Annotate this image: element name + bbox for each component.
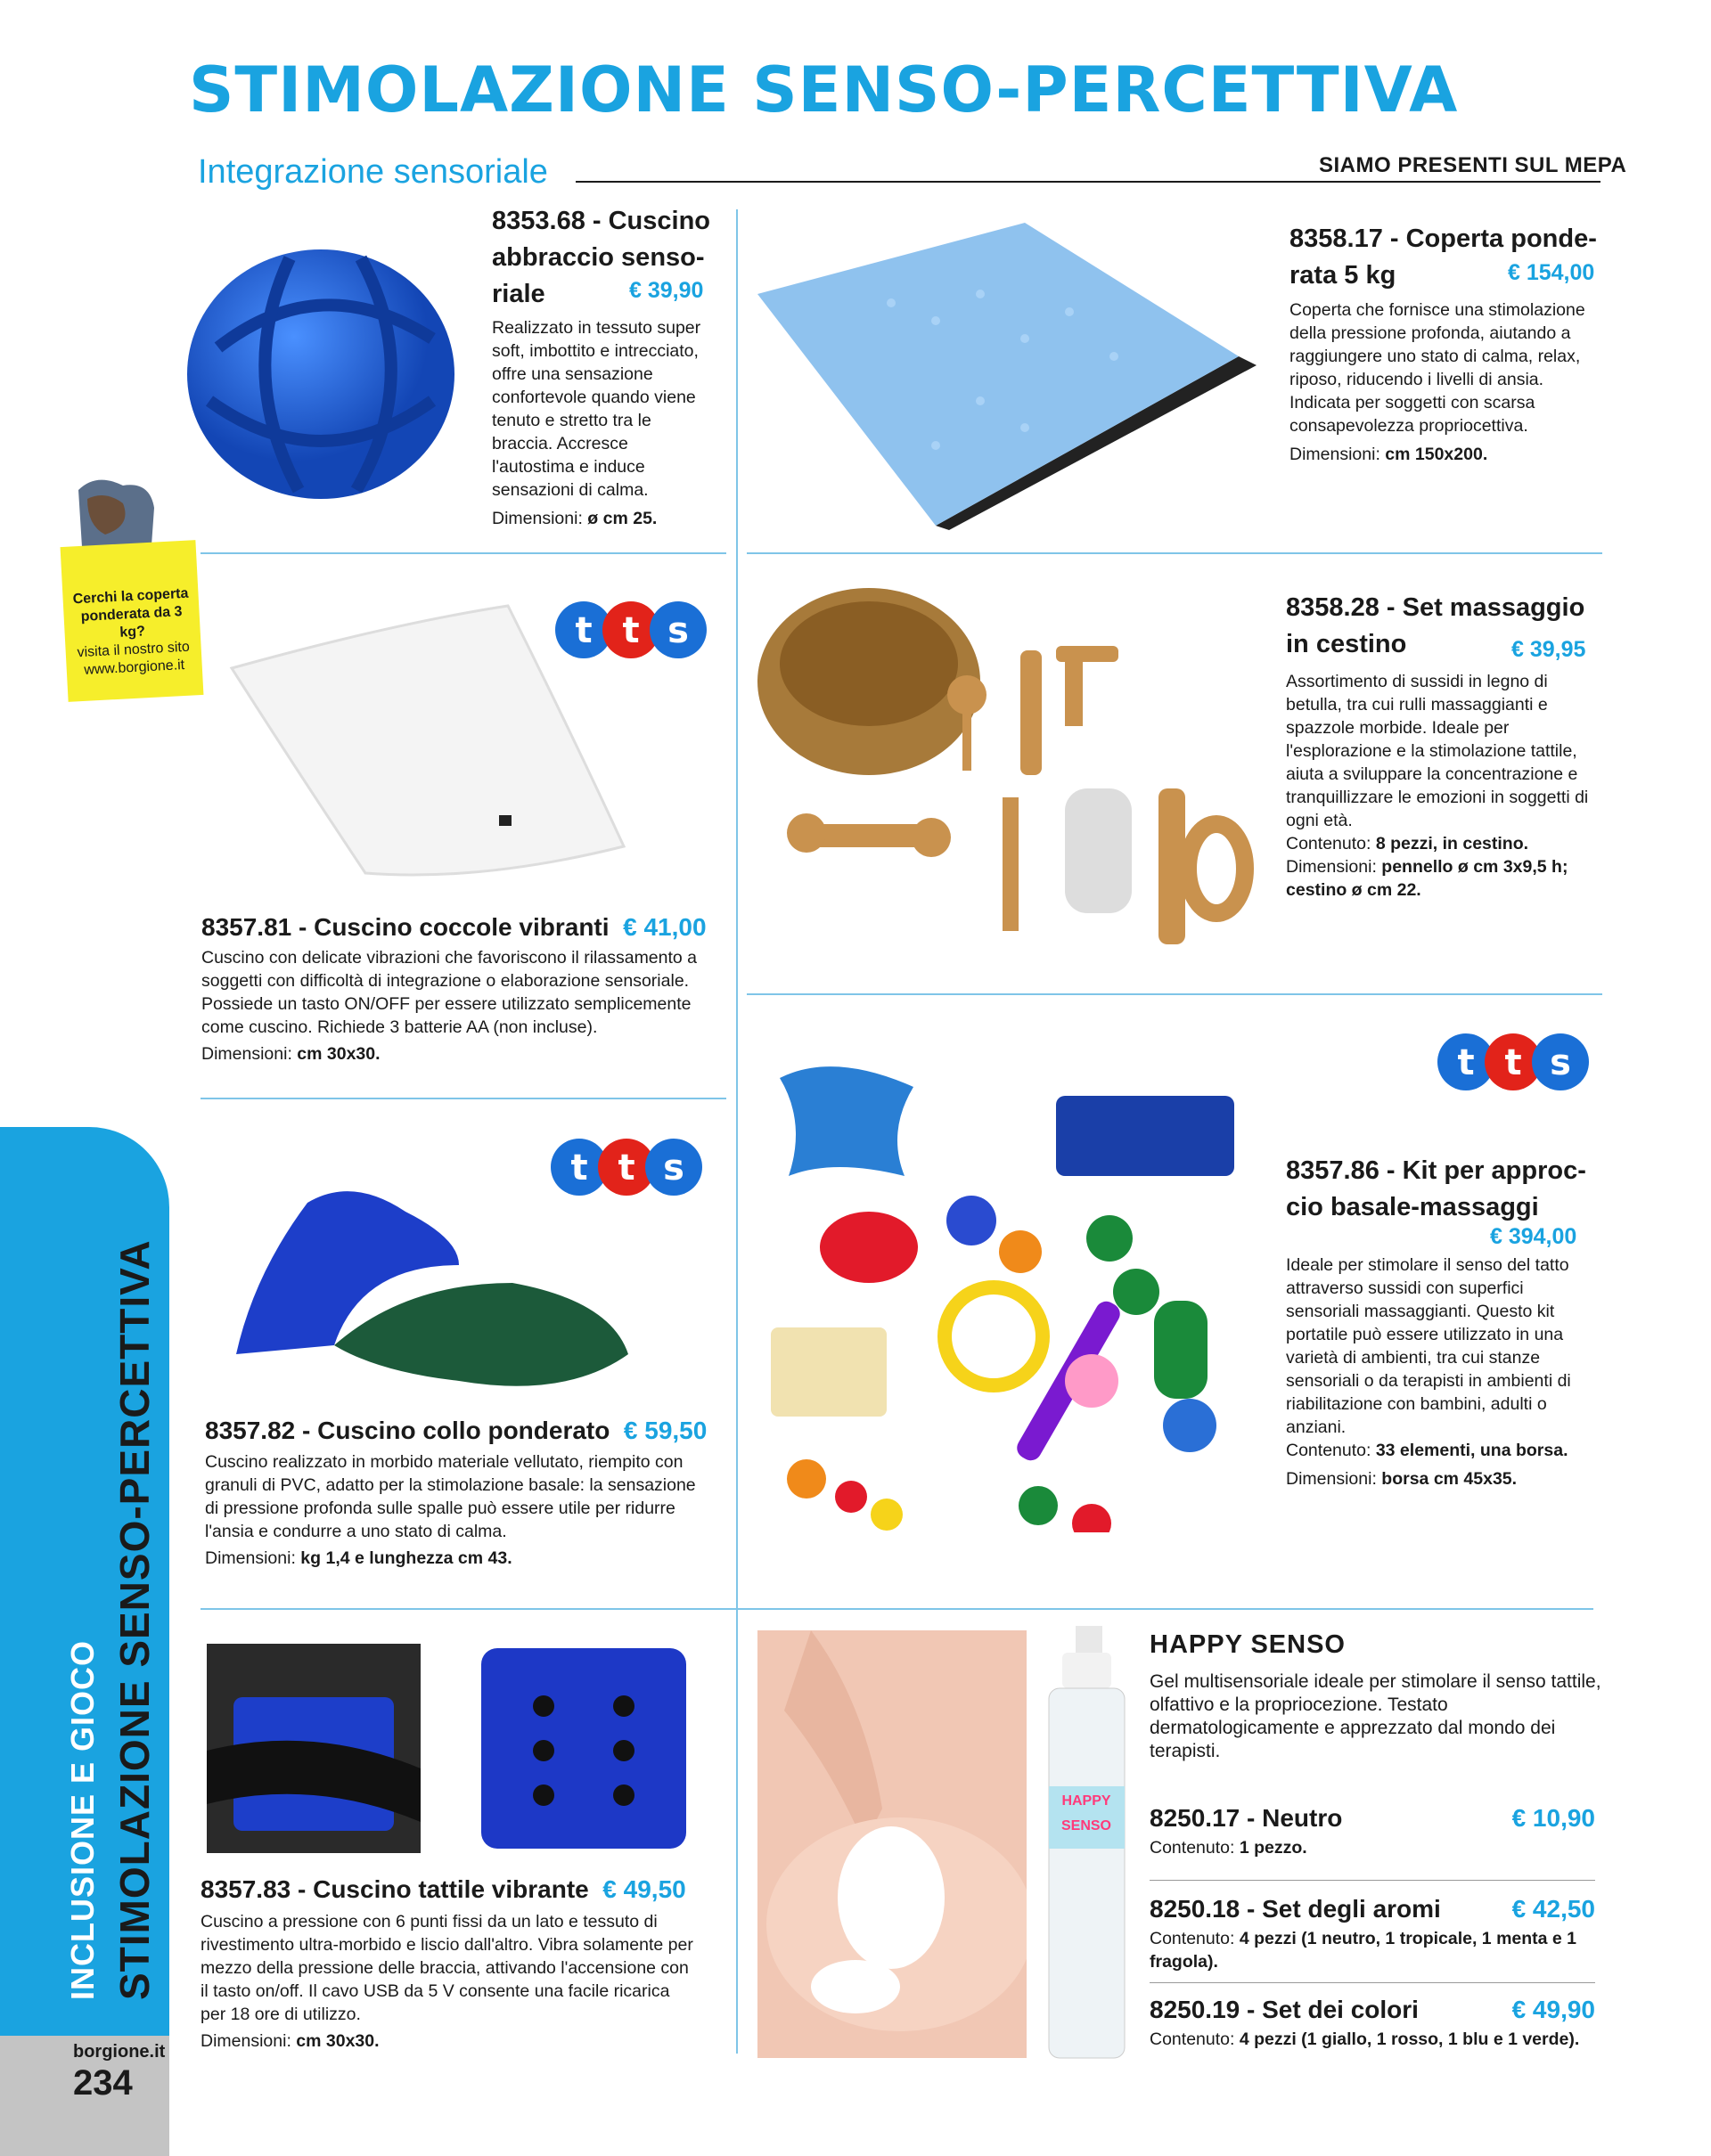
content-value: 8 pezzi, in cestino. bbox=[1375, 834, 1529, 853]
description-text: Cuscino realizzato in morbido materiale vellutato, riempito con granuli di PVC, adatto per la stimolazione basale: la sensazione di pressione profonda sulle spalle può essere utile per ridurre l'ansia e condurre a uno stato di calma. bbox=[205, 1452, 696, 1541]
product-heading: 8357.81 - Cuscino coccole vibranti € 41,00 bbox=[201, 913, 707, 941]
happy-senso-description: Gel multisensoriale ideale per stimolare il senso tattile, olfattivo e la propriocezione. Testato dermatologicamente e apprezzato dal mondo dei terapisti. bbox=[1150, 1671, 1601, 1761]
variant-row: 8250.18 - Set degli aromi € 42,50 Contenuto: 4 pezzi (1 neutro, 1 tropicale, 1 menta e 1 fragola). bbox=[1150, 1891, 1595, 1973]
white-cushion-image bbox=[214, 588, 633, 882]
product-code: 8358.28 bbox=[1286, 593, 1379, 622]
variant-separator bbox=[1150, 1982, 1595, 1983]
row-divider bbox=[201, 1608, 1593, 1610]
variant-separator bbox=[1150, 1880, 1595, 1881]
product-price: € 59,50 bbox=[623, 1417, 708, 1444]
product-name: Kit per approc-cio basale-massaggi bbox=[1286, 1156, 1586, 1221]
side-label-category: INCLUSIONE E GIOCO bbox=[64, 1639, 101, 2000]
variant-name: Neutro bbox=[1262, 1804, 1343, 1832]
variant-code: 8250.18 bbox=[1150, 1895, 1240, 1923]
product-name: Cuscino collo ponderato bbox=[317, 1417, 610, 1444]
product-name: Cuscino coccole vibranti bbox=[314, 913, 610, 941]
dimension-label: Dimensioni: bbox=[492, 509, 583, 528]
product-price: € 394,00 bbox=[1490, 1224, 1577, 1249]
promo-note bbox=[61, 540, 204, 702]
product-code: 8357.83 bbox=[201, 1875, 291, 1903]
column-divider bbox=[736, 209, 738, 2054]
variant-row: 8250.17 - Neutro € 10,90 Contenuto: 1 pezzo. bbox=[1150, 1800, 1595, 1859]
svg-text:s: s bbox=[1550, 1042, 1571, 1083]
product-price: € 41,00 bbox=[623, 913, 707, 941]
product-code: 8357.81 bbox=[201, 913, 292, 941]
svg-text:t: t bbox=[1457, 1042, 1475, 1083]
product-heading: 8357.82 - Cuscino collo ponderato € 59,50 bbox=[205, 1417, 708, 1444]
product-code: 8358.17 bbox=[1289, 225, 1383, 253]
content-value: 4 pezzi (1 neutro, 1 tropicale, 1 menta e 1 fragola). bbox=[1150, 1929, 1577, 1972]
dimension-value: cm 30x30. bbox=[296, 2031, 380, 2051]
content-value: 33 elementi, una borsa. bbox=[1375, 1441, 1568, 1460]
promo-note-link[interactable]: visita il nostro sito www.borgione.it bbox=[77, 639, 191, 678]
variant-code: 8250.19 bbox=[1150, 1996, 1240, 2023]
dimension-label: Dimensioni: bbox=[201, 2031, 291, 2051]
svg-text:s: s bbox=[667, 610, 689, 651]
product-price: € 39,95 bbox=[1511, 637, 1586, 662]
dimension-label: Dimensioni: bbox=[201, 1044, 292, 1064]
massage-kit-image bbox=[753, 1033, 1261, 1532]
product-description bbox=[1286, 1254, 1593, 1490]
tactile-cushion-image bbox=[477, 1644, 691, 1853]
product-price: € 39,90 bbox=[629, 278, 704, 303]
content-value: 1 pezzo. bbox=[1239, 1838, 1307, 1858]
svg-text:t: t bbox=[622, 610, 640, 651]
description-text: Cuscino a pressione con 6 punti fissi da un lato e tessuto di rivestimento ultra-morbido e liscio dall'altro. Vibra solamente per mezzo della pressione delle braccia, attivando l'accensione con il tasto on/off. Il cavo USB da 5 V consente una facile ricarica per 18 ore di utilizzo. bbox=[201, 1912, 693, 2024]
tts-logo bbox=[1435, 1025, 1592, 1096]
product-description bbox=[1289, 298, 1601, 466]
svg-text:t: t bbox=[1504, 1042, 1522, 1083]
subtitle-underline bbox=[576, 181, 1600, 183]
promo-note-question: Cerchi la coperta ponderata da 3 kg? bbox=[72, 585, 189, 641]
variant-row: 8250.19 - Set dei colori € 49,90 Contenuto: 4 pezzi (1 giallo, 1 rosso, 1 blu e 1 verde). bbox=[1150, 1991, 1595, 2051]
description-text: Realizzato in tessuto super soft, imbottito e intrecciato, offre una sensazione confortevole quando viene tenuto e stretto tra le braccia. Accresce l'autostima e induce sensazioni di calma. bbox=[492, 318, 701, 500]
dimension-value: ø cm 25. bbox=[587, 509, 658, 528]
content-label: Contenuto: bbox=[1286, 1441, 1371, 1460]
page-number: 234 bbox=[73, 2063, 133, 2103]
dimension-value: borsa cm 45x35. bbox=[1381, 1469, 1518, 1489]
dimension-label: Dimensioni: bbox=[1286, 857, 1377, 877]
row-divider bbox=[747, 993, 1602, 995]
product-name: Set massaggio in cestino bbox=[1286, 593, 1585, 658]
product-price: € 154,00 bbox=[1508, 260, 1595, 285]
happy-senso-title: HAPPY SENSO bbox=[1150, 1630, 1346, 1659]
foam-hand-photo bbox=[757, 1630, 1027, 2058]
product-heading: 8358.28 - Set massaggio in cestino bbox=[1286, 593, 1585, 658]
svg-text:t: t bbox=[618, 1147, 635, 1188]
product-heading: 8353.68 - Cuscino abbraccio senso-riale bbox=[492, 207, 711, 308]
product-name: Cuscino tattile vibrante bbox=[313, 1875, 589, 1903]
variant-price: € 42,50 bbox=[1511, 1895, 1595, 1923]
gel-can-image bbox=[1044, 1626, 1126, 2062]
product-heading: 8357.86 - Kit per approc-cio basale-massaggi bbox=[1286, 1156, 1586, 1221]
description-text: Ideale per stimolare il senso del tatto attraverso sussidi con superfici sensoriali massaggianti. Questo kit portatile può essere utilizzato in una varietà di ambienti, tra cui stanze sensoriali o da terapisti in ambienti di riabilitazione con bambini, adulti o anziani. bbox=[1286, 1255, 1571, 1437]
product-heading: 8357.83 - Cuscino tattile vibrante € 49,50 bbox=[201, 1875, 686, 1903]
description-text: Assortimento di sussidi in legno di betulla, tra cui rulli massaggianti e spazzole morbide. Ideale per l'esplorazione e la stimolazione tattile, aiuta a sviluppare la concentrazione e tranquillizzare le emozioni in soggetti di ogni età. bbox=[1286, 672, 1589, 830]
product-name: Coperta ponde-rata 5 kg bbox=[1289, 225, 1597, 290]
description-text: Cuscino con delicate vibrazioni che favoriscono il rilassamento a soggetti con difficoltà di integrazione o elaborazione sensoriale. Possiede un tasto ON/OFF per essere utilizzato semplicemente come cuscino. Richiede 3 batterie AA (non incluse). bbox=[201, 948, 698, 1037]
cushion-hug-photo bbox=[207, 1644, 421, 1853]
description-text: Coperta che fornisce una stimolazione della pressione profonda, aiutando a raggiungere uno stato di calma, relax, riposo, riducendo i livelli di ansia. Indicata per soggetti con scarsa consapevolezza propriocettiva. bbox=[1289, 300, 1585, 436]
row-divider bbox=[201, 1098, 726, 1099]
product-code: 8357.82 bbox=[205, 1417, 296, 1444]
variant-name: Set degli aromi bbox=[1262, 1895, 1441, 1923]
neck-pillow-image bbox=[227, 1167, 637, 1399]
dimension-value: cm 150x200. bbox=[1385, 445, 1488, 464]
row-divider bbox=[201, 552, 726, 554]
content-label: Contenuto: bbox=[1150, 1929, 1235, 1948]
content-value: 4 pezzi (1 giallo, 1 rosso, 1 blu e 1 verde). bbox=[1239, 2029, 1580, 2049]
side-label-section: STIMOLAZIONE SENSO-PERCETTIVA bbox=[111, 1239, 158, 2000]
product-description bbox=[201, 1910, 700, 2053]
svg-text:t: t bbox=[575, 610, 593, 651]
product-description bbox=[201, 946, 714, 1066]
content-label: Contenuto: bbox=[1286, 834, 1371, 853]
can-label-bottom: SENSO bbox=[1060, 1818, 1111, 1833]
dimension-value: pennello ø cm 3x9,5 h; cestino ø cm 22. bbox=[1286, 857, 1568, 900]
content-label: Contenuto: bbox=[1150, 1838, 1235, 1858]
can-label-top: HAPPY bbox=[1061, 1793, 1111, 1809]
page-title: STIMOLAZIONE SENSO-PERCETTIVA bbox=[189, 53, 1459, 127]
dimension-label: Dimensioni: bbox=[1289, 445, 1380, 464]
product-code: 8357.86 bbox=[1286, 1156, 1379, 1185]
dimension-label: Dimensioni: bbox=[1286, 1469, 1377, 1489]
svg-text:t: t bbox=[570, 1147, 588, 1188]
variant-name: Set dei colori bbox=[1262, 1996, 1419, 2023]
product-heading: 8358.17 - Coperta ponde-rata 5 kg bbox=[1289, 225, 1597, 290]
product-description bbox=[492, 316, 715, 530]
row-divider bbox=[747, 552, 1602, 554]
mepa-label: SIAMO PRESENTI SUL MEPA bbox=[1319, 153, 1627, 177]
section-subtitle: Integrazione sensoriale bbox=[198, 153, 548, 191]
product-description bbox=[205, 1450, 704, 1570]
dimension-label: Dimensioni: bbox=[205, 1548, 296, 1568]
svg-text:s: s bbox=[663, 1147, 684, 1188]
dimension-value: cm 30x30. bbox=[297, 1044, 381, 1064]
knot-pillow-image bbox=[165, 214, 477, 526]
dimension-value: kg 1,4 e lunghezza cm 43. bbox=[300, 1548, 512, 1568]
variant-price: € 10,90 bbox=[1511, 1804, 1595, 1832]
site-url: borgione.it bbox=[73, 2042, 166, 2062]
variant-code: 8250.17 bbox=[1150, 1804, 1240, 1832]
product-description bbox=[1286, 670, 1593, 902]
content-label: Contenuto: bbox=[1150, 2029, 1235, 2049]
variant-price: € 49,90 bbox=[1511, 1996, 1595, 2023]
product-price: € 49,50 bbox=[602, 1875, 686, 1903]
product-code: 8353.68 bbox=[492, 207, 585, 235]
product-name: Cuscino abbraccio senso-riale bbox=[492, 207, 711, 308]
massage-basket-image bbox=[753, 584, 1261, 958]
weighted-blanket-image bbox=[757, 223, 1257, 530]
